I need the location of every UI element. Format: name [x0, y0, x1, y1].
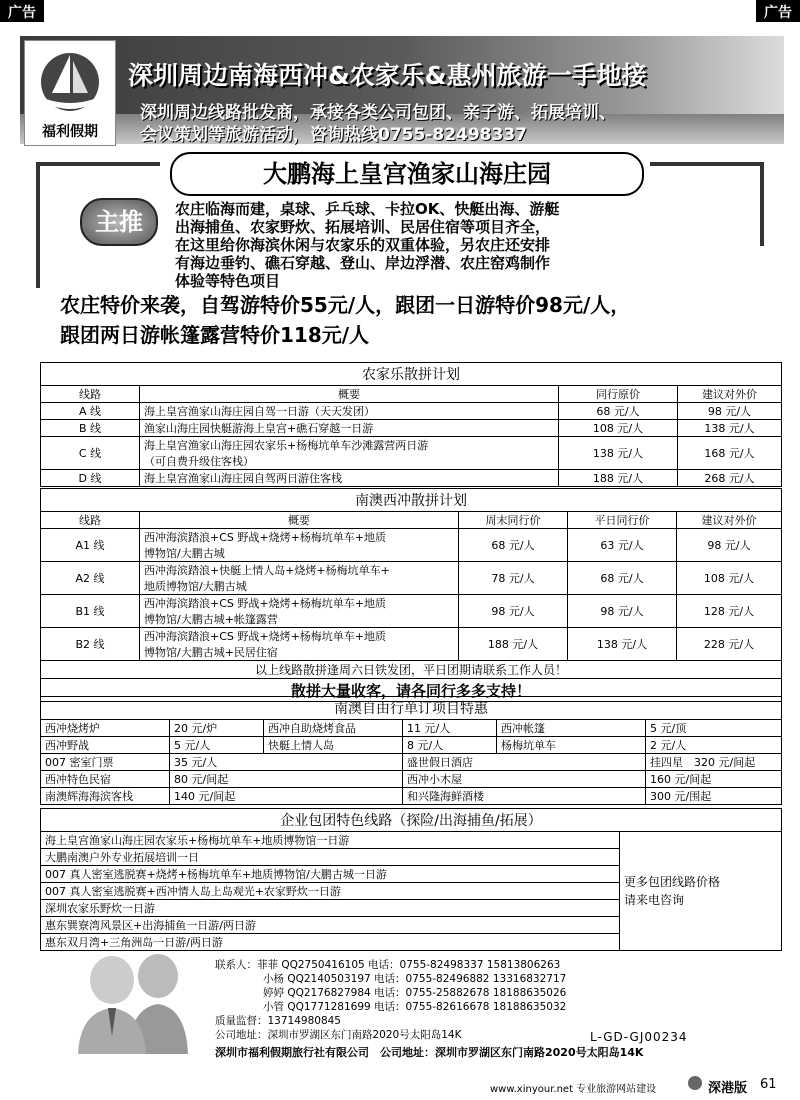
contact-qq: QQ2140503197 — [287, 973, 371, 985]
feature-line: 出海捕鱼、农家野炊、拓展培训、民居住宿等项目齐全， — [175, 218, 551, 236]
people-icon — [70, 946, 200, 1056]
contact-tel: 电话：0755-82496882 — [374, 973, 490, 985]
route-desc — [140, 595, 459, 628]
retail-price: 108 元/人 — [677, 562, 782, 595]
contact-row — [215, 958, 566, 972]
ad-label-left: 广告 — [0, 0, 44, 22]
contact-row — [215, 1000, 566, 1014]
route-code: B2 线 — [41, 628, 140, 661]
item-price: 11 元/人 — [403, 720, 497, 737]
contact-row — [215, 986, 566, 1000]
contact-qq: QQ2750416105 — [281, 959, 365, 971]
side-note-line: 更多包团线路价格 — [624, 875, 721, 889]
feature-line: 体验等特色项目 — [175, 272, 281, 290]
side-note-line: 请来电咨询 — [624, 893, 685, 907]
route-desc-line: （可自费升级住客栈） — [144, 455, 254, 468]
retail-price: 98 元/人 — [677, 529, 782, 562]
resort-features — [175, 200, 775, 290]
peer-price: 108 元/人 — [559, 420, 678, 437]
corporate-route: 惠东巽寮湾风景区+出海捕鱼一日游/两日游 — [41, 917, 620, 934]
item-name: 南澳辉海海滨客栈 — [41, 788, 170, 805]
contact-name: 小杨 — [263, 973, 284, 985]
table-row — [41, 403, 782, 420]
schedule-note: 以上线路散拼逢周六日铁发团，平日团期请联系工作人员！ — [41, 661, 782, 679]
item-name: 西冲野战 — [41, 737, 170, 754]
col-header: 概要 — [140, 512, 459, 529]
route-desc-line: 博物馆/大鹏古城+民居住宿 — [144, 646, 278, 659]
item-name: 快艇上情人岛 — [264, 737, 403, 754]
sailboat-icon — [40, 47, 100, 117]
bottom-bar — [460, 1076, 800, 1098]
col-header: 建议对外价 — [677, 512, 782, 529]
table-row — [41, 529, 782, 562]
feature-line: 农庄临海而建，桌球、乒乓球、卡拉OK、快艇出海、游艇 — [175, 200, 560, 218]
page-number: 61 — [760, 1077, 777, 1092]
item-price: 80 元/间起 — [170, 771, 403, 788]
item-name: 西冲小木屋 — [403, 771, 646, 788]
retail-price: 128 元/人 — [677, 595, 782, 628]
contact-name: 菲菲 — [257, 959, 278, 971]
item-name: 西冲帐篷 — [497, 720, 646, 737]
contact-row — [215, 972, 566, 986]
weekend-price: 68 元/人 — [459, 529, 568, 562]
recommend-badge: 主推 — [80, 198, 158, 246]
col-header: 周末同行价 — [459, 512, 568, 529]
item-name: 007 密室门票 — [41, 754, 170, 771]
contact-name: 婷婷 — [263, 987, 284, 999]
nanao-plan-title: 南澳西冲散拼计划 — [41, 489, 782, 512]
route-code: B1 线 — [41, 595, 140, 628]
route-desc-line: 海上皇宫渔家山海庄园农家乐+杨梅坑单车沙滩露营两日游 — [144, 439, 429, 452]
item-name: 西冲特色民宿 — [41, 771, 170, 788]
weekday-price: 63 元/人 — [568, 529, 677, 562]
item-price: 35 元/人 — [170, 754, 403, 771]
col-header: 平日同行价 — [568, 512, 677, 529]
people-illustration — [70, 946, 200, 1056]
banner-title: 深圳周边南海西冲&农家乐&惠州旅游一手地接 — [128, 61, 647, 90]
farm-plan-title: 农家乐散拼计划 — [41, 363, 782, 386]
item-price: 5 元/顶 — [646, 720, 782, 737]
table-row — [41, 720, 782, 737]
table-row — [41, 470, 782, 487]
route-desc-line: 西冲海滨踏浪+CS 野战+烧烤+杨梅坑单车+地质 — [144, 531, 387, 544]
weekday-price: 98 元/人 — [568, 595, 677, 628]
corporate-route: 007 真人密室逃脱赛+烧烤+杨梅坑单车+地质博物馆/大鹏古城一日游 — [41, 866, 620, 883]
route-desc — [140, 529, 459, 562]
item-price: 300 元/围起 — [646, 788, 782, 805]
item-price: 挂四星 320 元/间起 — [646, 754, 782, 771]
self-tour-title: 南澳自由行单订项目特惠 — [41, 697, 782, 720]
item-price: 160 元/间起 — [646, 771, 782, 788]
retail-price: 268 元/人 — [678, 470, 782, 487]
route-desc — [140, 562, 459, 595]
price-line-2: 跟团两日游帐篷露营特价118元/人 — [60, 323, 370, 347]
edition-icon — [688, 1076, 702, 1090]
top-bar — [0, 0, 800, 22]
table-row — [41, 771, 782, 788]
support-note: 散拼大量收客，请各同行多多支持！ — [41, 679, 782, 702]
route-desc — [140, 628, 459, 661]
table-row — [41, 628, 782, 661]
banner-subtitle-2: 会议策划等旅游活动，咨询热线0755-82498337 — [140, 125, 527, 145]
farm-plan-table — [40, 362, 782, 487]
corporate-route: 海上皇宫渔家山海庄园农家乐+杨梅坑单车+地质博物馆一日游 — [41, 832, 620, 849]
weekend-price: 188 元/人 — [459, 628, 568, 661]
corporate-side-note — [620, 832, 782, 951]
item-price: 2 元/人 — [646, 737, 782, 754]
self-tour-table — [40, 696, 782, 805]
item-price: 20 元/炉 — [170, 720, 264, 737]
site-credit: www.xinyour.net 专业旅游网站建设 — [490, 1084, 657, 1095]
table-row — [41, 437, 782, 470]
corporate-route: 007 真人密室逃脱赛+西冲情人岛上岛观光+农家野炊一日游 — [41, 883, 620, 900]
route-desc-line: 博物馆/大鹏古城+帐篷露营 — [144, 613, 278, 626]
table-row — [41, 832, 782, 849]
price-line-1: 农庄特价来袭，自驾游特价55元/人，跟团一日游特价98元/人， — [60, 293, 631, 317]
contact-mobile: 15813806263 — [486, 959, 561, 971]
item-price: 8 元/人 — [403, 737, 497, 754]
license-number: L-GD-GJ00234 — [590, 1030, 688, 1044]
corporate-route: 深圳农家乐野炊一日游 — [41, 900, 620, 917]
weekday-price: 138 元/人 — [568, 628, 677, 661]
contact-mobile: 18188635032 — [492, 1001, 567, 1013]
peer-price: 188 元/人 — [559, 470, 678, 487]
nanao-plan-table — [40, 488, 782, 702]
edition-label: 深港版 — [708, 1081, 748, 1096]
contact-block — [215, 958, 566, 1042]
route-desc-line: 地质博物馆/大鹏古城 — [144, 580, 247, 593]
contact-qq: QQ2176827984 — [287, 987, 371, 999]
route-desc-line: 西冲海滨踏浪+CS 野战+烧烤+杨梅坑单车+地质 — [144, 630, 387, 643]
resort-title: 大鹏海上皇宫渔家山海庄园 — [170, 152, 644, 196]
item-name: 和兴隆海鲜酒楼 — [403, 788, 646, 805]
route-code: A 线 — [41, 403, 140, 420]
retail-price: 98 元/人 — [678, 403, 782, 420]
weekend-price: 98 元/人 — [459, 595, 568, 628]
route-desc: 海上皇宫渔家山海庄园自驾一日游（天天发团） — [140, 403, 559, 420]
corporate-route: 大鹏南澳户外专业拓展培训一日 — [41, 849, 620, 866]
item-price: 140 元/间起 — [170, 788, 403, 805]
table-row — [41, 420, 782, 437]
logo-name: 福利假期 — [42, 124, 98, 140]
retail-price: 168 元/人 — [678, 437, 782, 470]
feature-line: 在这里给你海滨休闲与农家乐的双重体验，另农庄还安排 — [175, 236, 551, 254]
contact-tel: 电话：0755-82616678 — [374, 1001, 490, 1013]
route-code: A1 线 — [41, 529, 140, 562]
contact-tel: 电话：0755-82498337 — [368, 959, 484, 971]
special-price — [60, 290, 790, 350]
company-address: 公司地址：深圳市罗湖区东门南路2020号太阳岛14K — [215, 1029, 462, 1041]
table-row — [41, 595, 782, 628]
contact-name: 小管 — [263, 1001, 284, 1013]
route-code: A2 线 — [41, 562, 140, 595]
contact-qq: QQ1771281699 — [287, 1001, 371, 1013]
table-row — [41, 788, 782, 805]
table-row — [41, 754, 782, 771]
table-row — [41, 562, 782, 595]
company-logo — [24, 40, 116, 146]
corporate-route: 惠东双月湾+三角洲岛一日游/两日游 — [41, 934, 620, 951]
table-row — [41, 737, 782, 754]
retail-price: 138 元/人 — [678, 420, 782, 437]
item-name: 杨梅坑单车 — [497, 737, 646, 754]
route-desc: 海上皇宫渔家山海庄园自驾两日游住客栈 — [140, 470, 559, 487]
feature-line: 有海边垂钓、礁石穿越、登山、岸边浮潜、农庄窑鸡制作 — [175, 254, 551, 272]
retail-price: 228 元/人 — [677, 628, 782, 661]
item-price: 5 元/人 — [170, 737, 264, 754]
col-header: 线路 — [41, 512, 140, 529]
col-header: 线路 — [41, 386, 140, 403]
contact-mobile: 18188635026 — [492, 987, 567, 999]
ad-label-right: 广告 — [756, 0, 800, 22]
banner-subtitle-1: 深圳周边线路批发商，承接各类公司包团、亲子游、拓展培训、 — [140, 103, 616, 123]
contact-mobile: 13316832717 — [492, 973, 567, 985]
weekday-price: 68 元/人 — [568, 562, 677, 595]
weekend-price: 78 元/人 — [459, 562, 568, 595]
col-header: 建议对外价 — [678, 386, 782, 403]
peer-price: 138 元/人 — [559, 437, 678, 470]
contact-tel: 电话：0755-25882678 — [374, 987, 490, 999]
route-desc: 渔家山海庄园快艇游海上皇宫+礁石穿越一日游 — [140, 420, 559, 437]
item-name: 西冲自助烧烤食品 — [264, 720, 403, 737]
company-footer: 深圳市福利假期旅行社有限公司 公司地址：深圳市罗湖区东门南路2020号太阳岛14K — [215, 1046, 644, 1059]
item-name: 西冲烧烤炉 — [41, 720, 170, 737]
quality-supervision: 质量监督：13714980845 — [215, 1015, 341, 1027]
item-name: 盛世假日酒店 — [403, 754, 646, 771]
corporate-table — [40, 808, 782, 951]
col-header: 同行原价 — [559, 386, 678, 403]
route-code: B 线 — [41, 420, 140, 437]
corporate-title: 企业包团特色线路（探险/出海捕鱼/拓展） — [41, 809, 782, 832]
route-desc-line: 博物馆/大鹏古城 — [144, 547, 225, 560]
route-desc-line: 西冲海滨踏浪+快艇上情人岛+烧烤+杨梅坑单车+ — [144, 564, 390, 577]
contact-label: 联系人： — [215, 959, 257, 971]
peer-price: 68 元/人 — [559, 403, 678, 420]
route-code: C 线 — [41, 437, 140, 470]
route-desc-line: 西冲海滨踏浪+CS 野战+烧烤+杨梅坑单车+地质 — [144, 597, 387, 610]
route-code: D 线 — [41, 470, 140, 487]
route-desc — [140, 437, 559, 470]
col-header: 概要 — [140, 386, 559, 403]
